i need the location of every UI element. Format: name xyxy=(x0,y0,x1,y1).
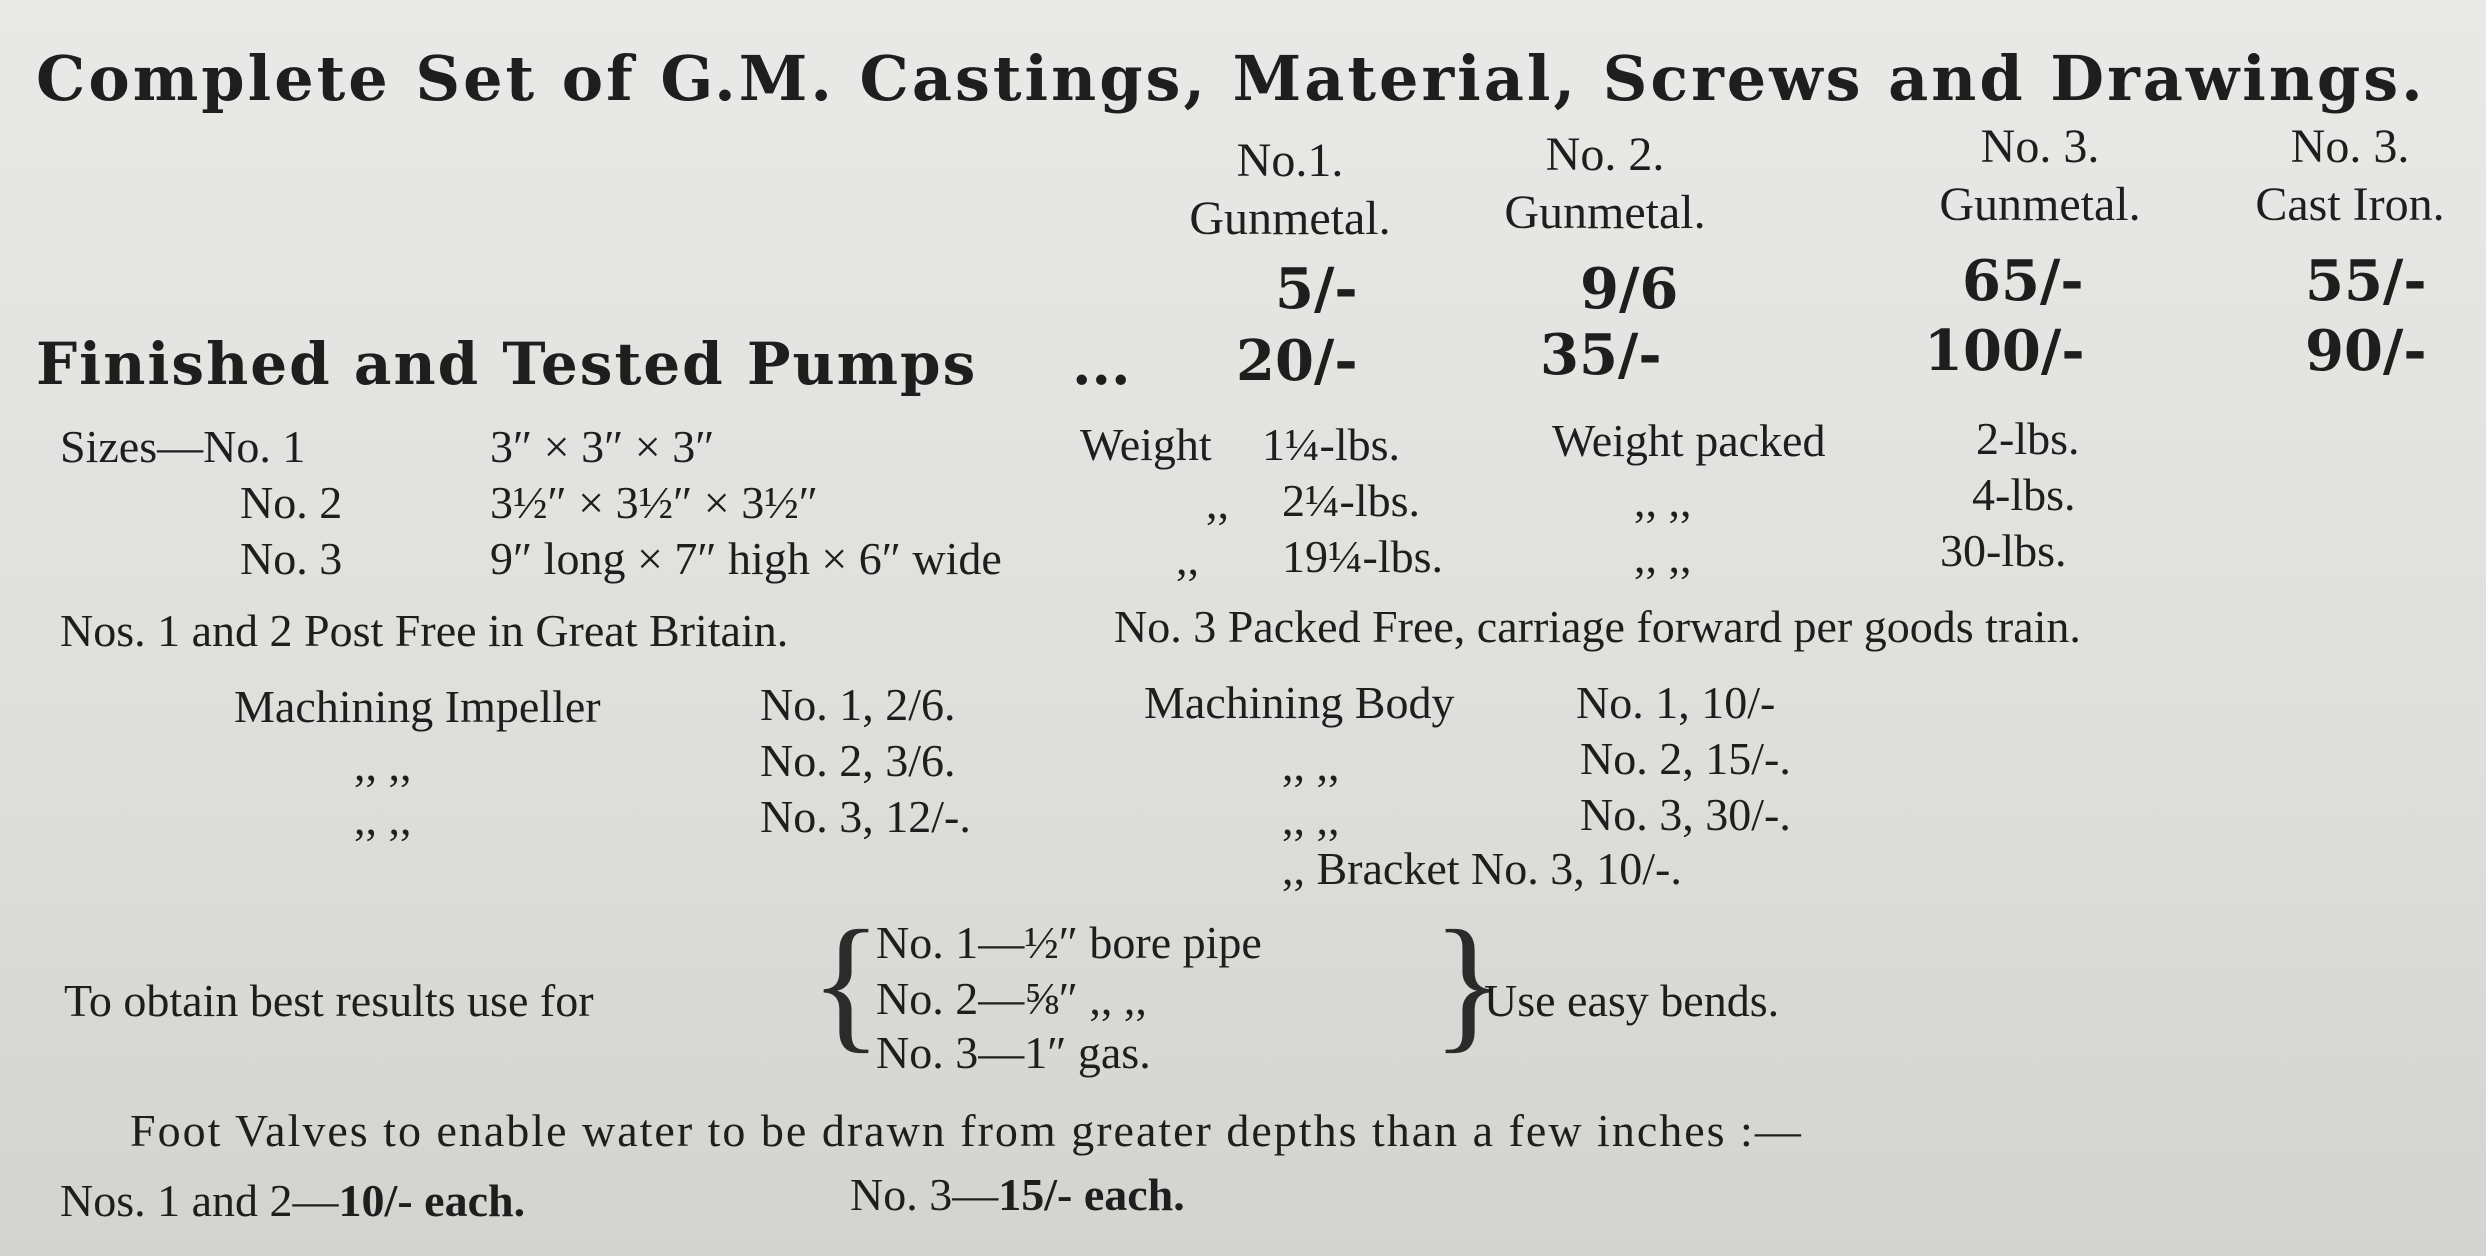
foot-valves-nos12 xyxy=(60,1174,525,1227)
sizes-heading: Sizes—No. 1 xyxy=(60,421,306,472)
page-title: Complete Set of G.M. Castings, Material, Screws and Drawings. xyxy=(36,42,2426,115)
machining-impeller-label: Machining Impeller xyxy=(234,681,601,732)
machining-impeller-no2: No. 2, 3/6. xyxy=(760,735,956,786)
size-no-3: No. 3 xyxy=(240,533,343,584)
packed-weight-3: 30-lbs. xyxy=(1940,525,2067,576)
pumps-price-4: 90/- xyxy=(2305,318,2427,384)
castings-price-4: 55/- xyxy=(2305,248,2427,314)
pipe-row-3: No. 3—1″ gas. xyxy=(876,1027,1151,1078)
machining-body-no1: No. 1, 10/- xyxy=(1576,677,1776,728)
pipes-tail: Use easy bends. xyxy=(1484,975,1780,1026)
column-header-3 xyxy=(1890,118,2190,234)
foot-valves-no3-price: 15/- each. xyxy=(998,1169,1185,1220)
column-no: No.1. xyxy=(1236,134,1344,187)
pumps-price-3: 100/- xyxy=(1924,318,2085,384)
weight-packed-label-3: ,, ,, xyxy=(1634,531,1692,582)
machining-body-ditto-2: ,, ,, xyxy=(1282,739,1340,790)
packed-weight-1: 2-lbs. xyxy=(1976,413,2080,464)
foot-valves-nos12-label: Nos. 1 and 2— xyxy=(60,1175,339,1226)
pipe-row-2: No. 2—⅝″ ,, ,, xyxy=(876,973,1147,1024)
size-dims-2: 3½″ × 3½″ × 3½″ xyxy=(490,477,818,528)
machining-impeller-no3: No. 3, 12/-. xyxy=(760,791,971,842)
foot-valves-no3 xyxy=(850,1168,1185,1221)
pipe-row-1: No. 1—½″ bore pipe xyxy=(876,917,1262,968)
pumps-label: Finished and Tested Pumps xyxy=(36,330,978,398)
column-no: No. 3. xyxy=(1980,120,2100,173)
machining-body-no2: No. 2, 15/-. xyxy=(1580,733,1791,784)
weight-packed-label-2: ,, ,, xyxy=(1634,475,1692,526)
foot-valves-text: Foot Valves to enable water to be drawn from greater depths than a few inches :— xyxy=(130,1105,1803,1156)
packed-weight-2: 4-lbs. xyxy=(1972,469,2076,520)
weight-3: 19¼-lbs. xyxy=(1282,531,1443,582)
foot-valves-no3-label: No. 3— xyxy=(850,1169,999,1220)
pumps-price-1: 20/- xyxy=(1236,328,1358,394)
pipes-lead: To obtain best results use for xyxy=(64,975,594,1026)
post-free-note: Nos. 1 and 2 Post Free in Great Britain. xyxy=(60,605,789,656)
pumps-dots: ... xyxy=(1072,332,1131,398)
weight-2: 2¼-lbs. xyxy=(1282,475,1420,526)
weight-label-3: ,, xyxy=(1176,533,1199,584)
weight-packed-label-1: Weight packed xyxy=(1552,415,1826,466)
machining-impeller-ditto-3: ,, ,, xyxy=(354,793,412,844)
column-material: Cast Iron. xyxy=(2255,178,2445,231)
packed-free-note: No. 3 Packed Free, carriage forward per goods train. xyxy=(1114,601,2081,652)
column-material: Gunmetal. xyxy=(1504,186,1706,239)
column-no: No. 3. xyxy=(2290,120,2410,173)
right-brace-icon: } xyxy=(1432,900,1504,1066)
machining-impeller-ditto-2: ,, ,, xyxy=(354,739,412,790)
size-dims-3: 9″ long × 7″ high × 6″ wide xyxy=(490,533,1002,584)
size-dims-1: 3″ × 3″ × 3″ xyxy=(490,421,715,472)
weight-1: 1¼-lbs. xyxy=(1262,419,1400,470)
pumps-price-2: 35/- xyxy=(1540,322,1662,388)
left-brace-icon: { xyxy=(810,900,882,1066)
column-material: Gunmetal. xyxy=(1939,178,2141,231)
machining-bracket: ,, Bracket No. 3, 10/-. xyxy=(1282,843,1682,894)
column-header-1 xyxy=(1160,132,1420,248)
column-header-2 xyxy=(1460,126,1750,242)
weight-label-2: ,, xyxy=(1206,477,1229,528)
column-no: No. 2. xyxy=(1545,128,1665,181)
foot-valves-nos12-price: 10/- each. xyxy=(338,1175,526,1226)
machining-body-label: Machining Body xyxy=(1144,677,1455,728)
castings-price-1: 5/- xyxy=(1275,256,1358,322)
castings-price-3: 65/- xyxy=(1962,248,2084,314)
machining-body-no3: No. 3, 30/-. xyxy=(1580,789,1791,840)
weight-label-1: Weight xyxy=(1080,419,1212,470)
column-material: Gunmetal. xyxy=(1189,192,1391,245)
machining-body-ditto-3: ,, ,, xyxy=(1282,793,1340,844)
machining-impeller-no1: No. 1, 2/6. xyxy=(760,679,956,730)
castings-price-2: 9/6 xyxy=(1580,256,1679,322)
column-header-4 xyxy=(2220,118,2480,234)
size-no-2: No. 2 xyxy=(240,477,343,528)
